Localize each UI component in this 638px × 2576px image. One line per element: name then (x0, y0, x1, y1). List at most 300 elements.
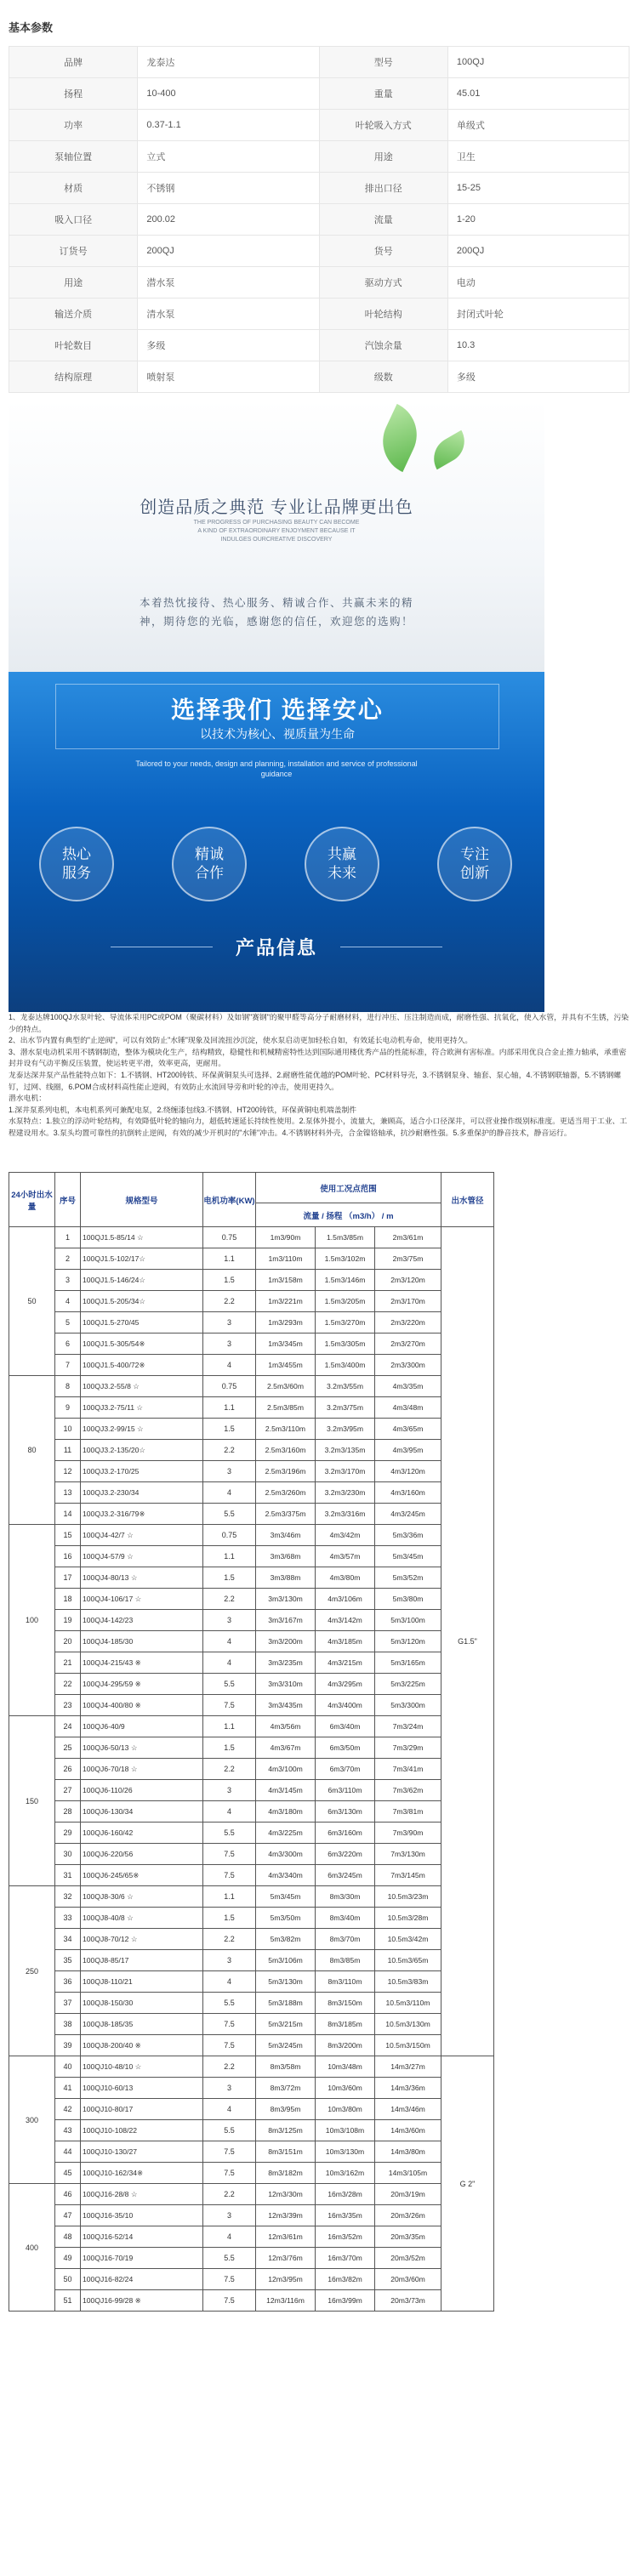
param-key: 输送介质 (9, 299, 138, 330)
model-cell: 100QJ16-35/10 (81, 2205, 203, 2226)
power-cell: 3 (203, 2205, 256, 2226)
row-no: 39 (55, 2035, 81, 2056)
model-cell: 100QJ10-162/34※ (81, 2163, 203, 2184)
flow-head-2: 1.5m3/270m (316, 1312, 375, 1333)
table-row (9, 2226, 494, 2248)
model-cell: 100QJ4-142/23 (81, 1610, 203, 1631)
table-row (9, 1759, 494, 1780)
flow-head-3: 10.5m3/28m (375, 1908, 441, 1929)
power-cell: 5.5 (203, 1504, 256, 1525)
flow-head-1: 3m3/200m (256, 1631, 316, 1652)
model-cell: 100QJ8-85/17 (81, 1950, 203, 1971)
flow-head-1: 12m3/30m (256, 2184, 316, 2205)
flow-head-2: 1.5m3/400m (316, 1355, 375, 1376)
param-key: 泵轴位置 (9, 141, 138, 173)
power-cell: 1.1 (203, 1716, 256, 1737)
power-cell: 1.5 (203, 1908, 256, 1929)
model-cell: 100QJ10-60/13 (81, 2078, 203, 2099)
row-no: 12 (55, 1461, 81, 1482)
param-key: 叶轮结构 (319, 299, 447, 330)
flow-head-1: 1m3/455m (256, 1355, 316, 1376)
power-cell: 2.2 (203, 1440, 256, 1461)
flow-head-1: 4m3/225m (256, 1823, 316, 1844)
row-no: 33 (55, 1908, 81, 1929)
params-table (9, 46, 629, 393)
th-flow24: 24小时出水量 (9, 1173, 55, 1227)
table-row (9, 2163, 494, 2184)
flow-head-2: 3.2m3/95m (316, 1419, 375, 1440)
desc-paragraph: 1、龙泰达牌100QJ水泵叶轮、导流体采用PC或POM（聚碳材料）及如钢"赛钢"的聚甲醛等高分子耐磨材料，进行冲压、压注制造而成，耐磨性强、抗氧化，使入水管，并具有不生锈，污染少的特点。 (9, 1013, 629, 1033)
flow-head-3: 7m3/41m (375, 1759, 441, 1780)
model-cell: 100QJ1.5-102/17☆ (81, 1248, 203, 1270)
model-cell: 100QJ8-70/12 ☆ (81, 1929, 203, 1950)
flow-head-1: 4m3/145m (256, 1780, 316, 1801)
model-cell: 100QJ6-70/18 ☆ (81, 1759, 203, 1780)
model-cell: 100QJ16-70/19 (81, 2248, 203, 2269)
row-no: 46 (55, 2184, 81, 2205)
power-cell: 1.1 (203, 1248, 256, 1270)
table-row (9, 1801, 494, 1823)
outlet-cell: G1.5" (441, 1227, 494, 2056)
circle-label: 共赢未来 (328, 846, 356, 881)
choose-en: Tailored to your needs, design and planning, installation and service of professional guidance (135, 759, 418, 778)
model-cell: 100QJ6-50/13 ☆ (81, 1737, 203, 1759)
flow-head-1: 2.5m3/375m (256, 1504, 316, 1525)
table-row (9, 1270, 494, 1291)
flow-head-2: 6m3/50m (316, 1737, 375, 1759)
power-cell: 4 (203, 2099, 256, 2120)
power-cell: 7.5 (203, 2014, 256, 2035)
flow-head-2: 6m3/245m (316, 1865, 375, 1886)
model-cell: 100QJ10-130/27 (81, 2141, 203, 2163)
flow-head-2: 10m3/108m (316, 2120, 375, 2141)
flow-head-3: 7m3/24m (375, 1716, 441, 1737)
model-cell: 100QJ16-52/14 (81, 2226, 203, 2248)
param-key: 重量 (319, 78, 447, 110)
flow-head-3: 4m3/48m (375, 1397, 441, 1419)
row-no: 49 (55, 2248, 81, 2269)
model-cell: 100QJ8-40/8 ☆ (81, 1908, 203, 1929)
param-value: 15-25 (447, 173, 629, 204)
choose-subtitle: 以技术为核心、视质量为生命 (200, 727, 355, 741)
table-row (9, 1780, 494, 1801)
flow-head-1: 12m3/76m (256, 2248, 316, 2269)
row-no: 43 (55, 2120, 81, 2141)
table-row (9, 1567, 494, 1589)
power-cell: 4 (203, 1652, 256, 1674)
param-value: 0.37-1.1 (138, 110, 319, 141)
row-no: 27 (55, 1780, 81, 1801)
flow-head-3: 20m3/26m (375, 2205, 441, 2226)
row-no: 2 (55, 1248, 81, 1270)
flow-head-2: 3.2m3/135m (316, 1440, 375, 1461)
param-row (9, 299, 629, 330)
power-cell: 0.75 (203, 1376, 256, 1397)
power-cell: 1.5 (203, 1567, 256, 1589)
flow-head-1: 4m3/180m (256, 1801, 316, 1823)
row-no: 26 (55, 1759, 81, 1780)
param-key: 叶轮吸入方式 (319, 110, 447, 141)
table-row (9, 1504, 494, 1525)
table-row (9, 1482, 494, 1504)
flow-head-2: 16m3/82m (316, 2269, 375, 2290)
flow-head-1: 5m3/45m (256, 1886, 316, 1908)
power-cell: 1.5 (203, 1419, 256, 1440)
row-no: 31 (55, 1865, 81, 1886)
param-value: 1-20 (447, 204, 629, 236)
model-cell: 100QJ8-150/30 (81, 1993, 203, 2014)
flow-head-1: 2.5m3/260m (256, 1482, 316, 1504)
row-no: 16 (55, 1546, 81, 1567)
flow-head-1: 2.5m3/160m (256, 1440, 316, 1461)
flow-head-3: 10.5m3/23m (375, 1886, 441, 1908)
flow-head-1: 4m3/56m (256, 1716, 316, 1737)
flow-head-1: 8m3/151m (256, 2141, 316, 2163)
flow-head-3: 10.5m3/83m (375, 1971, 441, 1993)
power-cell: 0.75 (203, 1525, 256, 1546)
product-banner (9, 400, 544, 1012)
flow-head-3: 4m3/160m (375, 1482, 441, 1504)
row-no: 11 (55, 1440, 81, 1461)
banner-circles (9, 808, 544, 918)
power-cell: 7.5 (203, 2163, 256, 2184)
flow-head-2: 3.2m3/75m (316, 1397, 375, 1419)
flow-head-2: 4m3/57m (316, 1546, 375, 1567)
section-title: 基本参数 (9, 21, 54, 34)
power-cell: 1.5 (203, 1737, 256, 1759)
flow-head-2: 4m3/295m (316, 1674, 375, 1695)
model-cell: 100QJ1.5-205/34☆ (81, 1291, 203, 1312)
banner-top (9, 400, 544, 672)
param-key: 驱动方式 (319, 267, 447, 299)
power-cell: 4 (203, 1482, 256, 1504)
power-cell: 1.1 (203, 1397, 256, 1419)
flow-cell: 80 (9, 1376, 55, 1525)
table-row (9, 1674, 494, 1695)
table-row (9, 1652, 494, 1674)
model-cell: 100QJ8-30/6 ☆ (81, 1886, 203, 1908)
flow-head-3: 2m3/75m (375, 1248, 441, 1270)
param-row (9, 236, 629, 267)
model-cell: 100QJ6-110/26 (81, 1780, 203, 1801)
choose-frame (55, 684, 499, 749)
param-value: 多级 (447, 361, 629, 393)
model-cell: 100QJ16-99/28 ※ (81, 2290, 203, 2312)
table-row (9, 1695, 494, 1716)
flow-head-2: 16m3/70m (316, 2248, 375, 2269)
table-row (9, 1886, 494, 1908)
table-row (9, 1589, 494, 1610)
flow-cell: 100 (9, 1525, 55, 1716)
table-row (9, 1376, 494, 1397)
spec-table (9, 1172, 494, 2312)
param-key: 用途 (319, 141, 447, 173)
model-cell: 100QJ1.5-270/45 (81, 1312, 203, 1333)
row-no: 14 (55, 1504, 81, 1525)
th-outlet: 出水管径 (441, 1173, 494, 1227)
flow-head-3: 2m3/170m (375, 1291, 441, 1312)
row-no: 10 (55, 1419, 81, 1440)
flow-head-3: 5m3/225m (375, 1674, 441, 1695)
flow-head-1: 12m3/95m (256, 2269, 316, 2290)
flow-head-2: 4m3/185m (316, 1631, 375, 1652)
power-cell: 3 (203, 1780, 256, 1801)
flow-head-2: 4m3/215m (316, 1652, 375, 1674)
model-cell: 100QJ8-185/35 (81, 2014, 203, 2035)
row-no: 22 (55, 1674, 81, 1695)
flow-head-1: 4m3/67m (256, 1737, 316, 1759)
th-flow-head: 流量 / 扬程 （m3/h） / m (256, 1203, 441, 1227)
flow-head-3: 2m3/270m (375, 1333, 441, 1355)
desc-paragraph: 2、出水节内置有典型的"止逆阀"，可以有效防止"水锤"现象及回流扭沙沉淀，使水泵启动更加轻松自如，有效延长电动机寿命，使用更持久。 (9, 1036, 473, 1045)
param-value: 电动 (447, 267, 629, 299)
flow-head-3: 10.5m3/42m (375, 1929, 441, 1950)
param-row (9, 330, 629, 361)
motto-line: 神，期待您的光临，感谢您的信任，欢迎您的选购！ (139, 616, 413, 628)
leaf-graphic (426, 430, 473, 470)
flow-head-1: 3m3/130m (256, 1589, 316, 1610)
row-no: 45 (55, 2163, 81, 2184)
flow-head-1: 2.5m3/85m (256, 1397, 316, 1419)
flow-head-2: 6m3/40m (316, 1716, 375, 1737)
row-no: 24 (55, 1716, 81, 1737)
flow-head-2: 10m3/48m (316, 2056, 375, 2078)
row-no: 38 (55, 2014, 81, 2035)
row-no: 4 (55, 1291, 81, 1312)
flow-head-2: 6m3/130m (316, 1801, 375, 1823)
flow-head-2: 3.2m3/55m (316, 1376, 375, 1397)
flow-head-2: 1.5m3/146m (316, 1270, 375, 1291)
flow-head-2: 6m3/160m (316, 1823, 375, 1844)
model-cell: 100QJ8-110/21 (81, 1971, 203, 1993)
circle-badge (172, 827, 247, 901)
model-cell: 100QJ3.2-316/79※ (81, 1504, 203, 1525)
flow-head-2: 10m3/162m (316, 2163, 375, 2184)
power-cell: 3 (203, 1950, 256, 1971)
flow-head-2: 8m3/85m (316, 1950, 375, 1971)
param-value: 喷射泵 (138, 361, 319, 393)
table-row (9, 2056, 494, 2078)
power-cell: 5.5 (203, 1823, 256, 1844)
flow-head-1: 1m3/158m (256, 1270, 316, 1291)
row-no: 36 (55, 1971, 81, 1993)
model-cell: 100QJ16-82/24 (81, 2269, 203, 2290)
param-value: 封闭式叶轮 (447, 299, 629, 330)
banner-slogan: 创造品质之典范 专业让品牌更出色 (140, 498, 413, 517)
power-cell: 2.2 (203, 2184, 256, 2205)
power-cell: 5.5 (203, 2248, 256, 2269)
flow-head-3: 5m3/36m (375, 1525, 441, 1546)
table-row (9, 2205, 494, 2226)
th-range: 使用工况点范围 (256, 1173, 441, 1203)
power-cell: 3 (203, 1333, 256, 1355)
table-row (9, 1440, 494, 1461)
param-value: 多级 (138, 330, 319, 361)
row-no: 6 (55, 1333, 81, 1355)
flow-head-2: 8m3/200m (316, 2035, 375, 2056)
param-value: 卫生 (447, 141, 629, 173)
table-row (9, 2014, 494, 2035)
row-no: 17 (55, 1567, 81, 1589)
flow-cell: 400 (9, 2184, 55, 2312)
circle-badge (305, 827, 379, 901)
circle-badge (39, 827, 114, 901)
table-row (9, 1716, 494, 1737)
power-cell: 3 (203, 1461, 256, 1482)
flow-head-1: 8m3/125m (256, 2120, 316, 2141)
param-key: 型号 (319, 47, 447, 78)
flow-head-3: 14m3/36m (375, 2078, 441, 2099)
row-no: 23 (55, 1695, 81, 1716)
table-row (9, 2120, 494, 2141)
table-row (9, 1631, 494, 1652)
row-no: 50 (55, 2269, 81, 2290)
flow-head-2: 16m3/52m (316, 2226, 375, 2248)
param-key: 排出口径 (319, 173, 447, 204)
power-cell: 7.5 (203, 2290, 256, 2312)
flow-head-2: 16m3/28m (316, 2184, 375, 2205)
power-cell: 5.5 (203, 1993, 256, 2014)
flow-head-1: 12m3/39m (256, 2205, 316, 2226)
table-row (9, 1248, 494, 1270)
desc-paragraph: 潜水电机： (9, 1094, 46, 1103)
flow-head-1: 4m3/340m (256, 1865, 316, 1886)
flow-head-2: 1.5m3/102m (316, 1248, 375, 1270)
flow-cell: 300 (9, 2056, 55, 2184)
param-key: 流量 (319, 204, 447, 236)
flow-head-1: 4m3/100m (256, 1759, 316, 1780)
flow-head-3: 14m3/105m (375, 2163, 441, 2184)
flow-head-1: 8m3/72m (256, 2078, 316, 2099)
flow-head-1: 8m3/58m (256, 2056, 316, 2078)
model-cell: 100QJ4-80/13 ☆ (81, 1567, 203, 1589)
model-cell: 100QJ10-80/17 (81, 2099, 203, 2120)
param-row (9, 204, 629, 236)
flow-head-1: 8m3/182m (256, 2163, 316, 2184)
row-no: 41 (55, 2078, 81, 2099)
table-row (9, 1844, 494, 1865)
flow-head-1: 2.5m3/60m (256, 1376, 316, 1397)
power-cell: 7.5 (203, 2035, 256, 2056)
param-row (9, 267, 629, 299)
flow-head-2: 16m3/99m (316, 2290, 375, 2312)
param-value: 立式 (138, 141, 319, 173)
motto-line: 本着热忱接待、热心服务、精诚合作、共赢未来的精 (139, 597, 413, 609)
model-cell: 100QJ1.5-305/54※ (81, 1333, 203, 1355)
flow-head-2: 4m3/106m (316, 1589, 375, 1610)
power-cell: 7.5 (203, 1865, 256, 1886)
table-row (9, 2269, 494, 2290)
row-no: 51 (55, 2290, 81, 2312)
row-no: 32 (55, 1886, 81, 1908)
flow-head-2: 6m3/220m (316, 1844, 375, 1865)
flow-head-2: 6m3/70m (316, 1759, 375, 1780)
power-cell: 3 (203, 1610, 256, 1631)
table-row (9, 1993, 494, 2014)
table-row (9, 2099, 494, 2120)
model-cell: 100QJ6-220/56 (81, 1844, 203, 1865)
flow-head-3: 4m3/65m (375, 1419, 441, 1440)
model-cell: 100QJ4-295/59 ※ (81, 1674, 203, 1695)
flow-head-3: 20m3/52m (375, 2248, 441, 2269)
power-cell: 4 (203, 1631, 256, 1652)
flow-head-2: 1.5m3/305m (316, 1333, 375, 1355)
param-key: 级数 (319, 361, 447, 393)
flow-head-1: 1m3/345m (256, 1333, 316, 1355)
param-row (9, 361, 629, 393)
param-value: 单级式 (447, 110, 629, 141)
flow-head-3: 7m3/81m (375, 1801, 441, 1823)
flow-head-3: 4m3/95m (375, 1440, 441, 1461)
param-key: 吸入口径 (9, 204, 138, 236)
desc-paragraph: 水泵特点：1.独立的浮动叶轮结构，有效降低叶轮的轴向力，超低转速延长持续性使用。2.泵体外提小，流量大，兼顾高，适合小口径深井，可以营业操作级别标准度。更适当用于工业、工程建设用水。3.泵头均置可靠性的抗倒转止逆阀，有效的减少开机时的"水锤"冲击。4.不锈钢材料外壳，合金镍铬轴承，抗沙耐磨性强。5.多重保护的静音技术，静音运行。 (9, 1117, 628, 1137)
param-row (9, 141, 629, 173)
model-cell: 100QJ16-28/8 ☆ (81, 2184, 203, 2205)
flow-head-2: 4m3/80m (316, 1567, 375, 1589)
flow-head-1: 3m3/310m (256, 1674, 316, 1695)
flow-head-1: 8m3/95m (256, 2099, 316, 2120)
row-no: 5 (55, 1312, 81, 1333)
flow-head-3: 7m3/130m (375, 1844, 441, 1865)
param-value: 100QJ (447, 47, 629, 78)
row-no: 9 (55, 1397, 81, 1419)
param-value: 龙泰达 (138, 47, 319, 78)
flow-head-3: 14m3/60m (375, 2120, 441, 2141)
power-cell: 1.5 (203, 1270, 256, 1291)
power-cell: 1.1 (203, 1886, 256, 1908)
table-row (9, 1737, 494, 1759)
th-power: 电机功率(KW) (203, 1173, 256, 1227)
table-row (9, 1546, 494, 1567)
desc-paragraph: 3、潜水泵电动机采用不锈钢制造，整体为模块化生产，结构精致，稳健性和机械精密特性达到国际通用楼优秀产品的性能标准，符合欧洲有害标准。内部采用优良合金止推力轴承，承重密封并设有气动平衡反压装置，使运转更平滑，效率更高，更耐用。 (9, 1047, 627, 1068)
power-cell: 3 (203, 2078, 256, 2099)
circle-badge (437, 827, 512, 901)
param-row (9, 47, 629, 78)
model-cell: 100QJ3.2-170/25 (81, 1461, 203, 1482)
param-value: 45.01 (447, 78, 629, 110)
flow-head-2: 10m3/130m (316, 2141, 375, 2163)
flow-head-2: 4m3/400m (316, 1695, 375, 1716)
model-cell: 100QJ3.2-55/8 ☆ (81, 1376, 203, 1397)
param-key: 汽蚀余量 (319, 330, 447, 361)
flow-head-2: 3.2m3/230m (316, 1482, 375, 1504)
flow-head-1: 2.5m3/110m (256, 1419, 316, 1440)
table-row (9, 1865, 494, 1886)
flow-head-3: 7m3/62m (375, 1780, 441, 1801)
table-row (9, 1291, 494, 1312)
model-cell: 100QJ4-106/17 ☆ (81, 1589, 203, 1610)
banner-motto (9, 594, 544, 631)
table-row (9, 1971, 494, 1993)
flow-head-1: 5m3/130m (256, 1971, 316, 1993)
circle-label: 精诚合作 (195, 846, 224, 881)
table-row (9, 2141, 494, 2163)
flow-head-2: 3.2m3/170m (316, 1461, 375, 1482)
model-cell: 100QJ1.5-400/72※ (81, 1355, 203, 1376)
flow-head-1: 3m3/88m (256, 1567, 316, 1589)
flow-head-1: 3m3/68m (256, 1546, 316, 1567)
model-cell: 100QJ4-400/80 ※ (81, 1695, 203, 1716)
flow-head-1: 5m3/82m (256, 1929, 316, 1950)
circle-label: 专注创新 (460, 846, 489, 881)
desc-paragraph: 1.深井泵系列电机，本电机系列可兼配电泵，2.绕缠漆包线3.不锈钢、HT200铸铁，环保黄铜电机端盖制件 (9, 1105, 357, 1114)
power-cell: 2.2 (203, 1759, 256, 1780)
param-key: 订货号 (9, 236, 138, 267)
flow-head-3: 2m3/61m (375, 1227, 441, 1248)
flow-head-2: 8m3/185m (316, 2014, 375, 2035)
flow-head-2: 16m3/35m (316, 2205, 375, 2226)
flow-head-3: 5m3/52m (375, 1567, 441, 1589)
